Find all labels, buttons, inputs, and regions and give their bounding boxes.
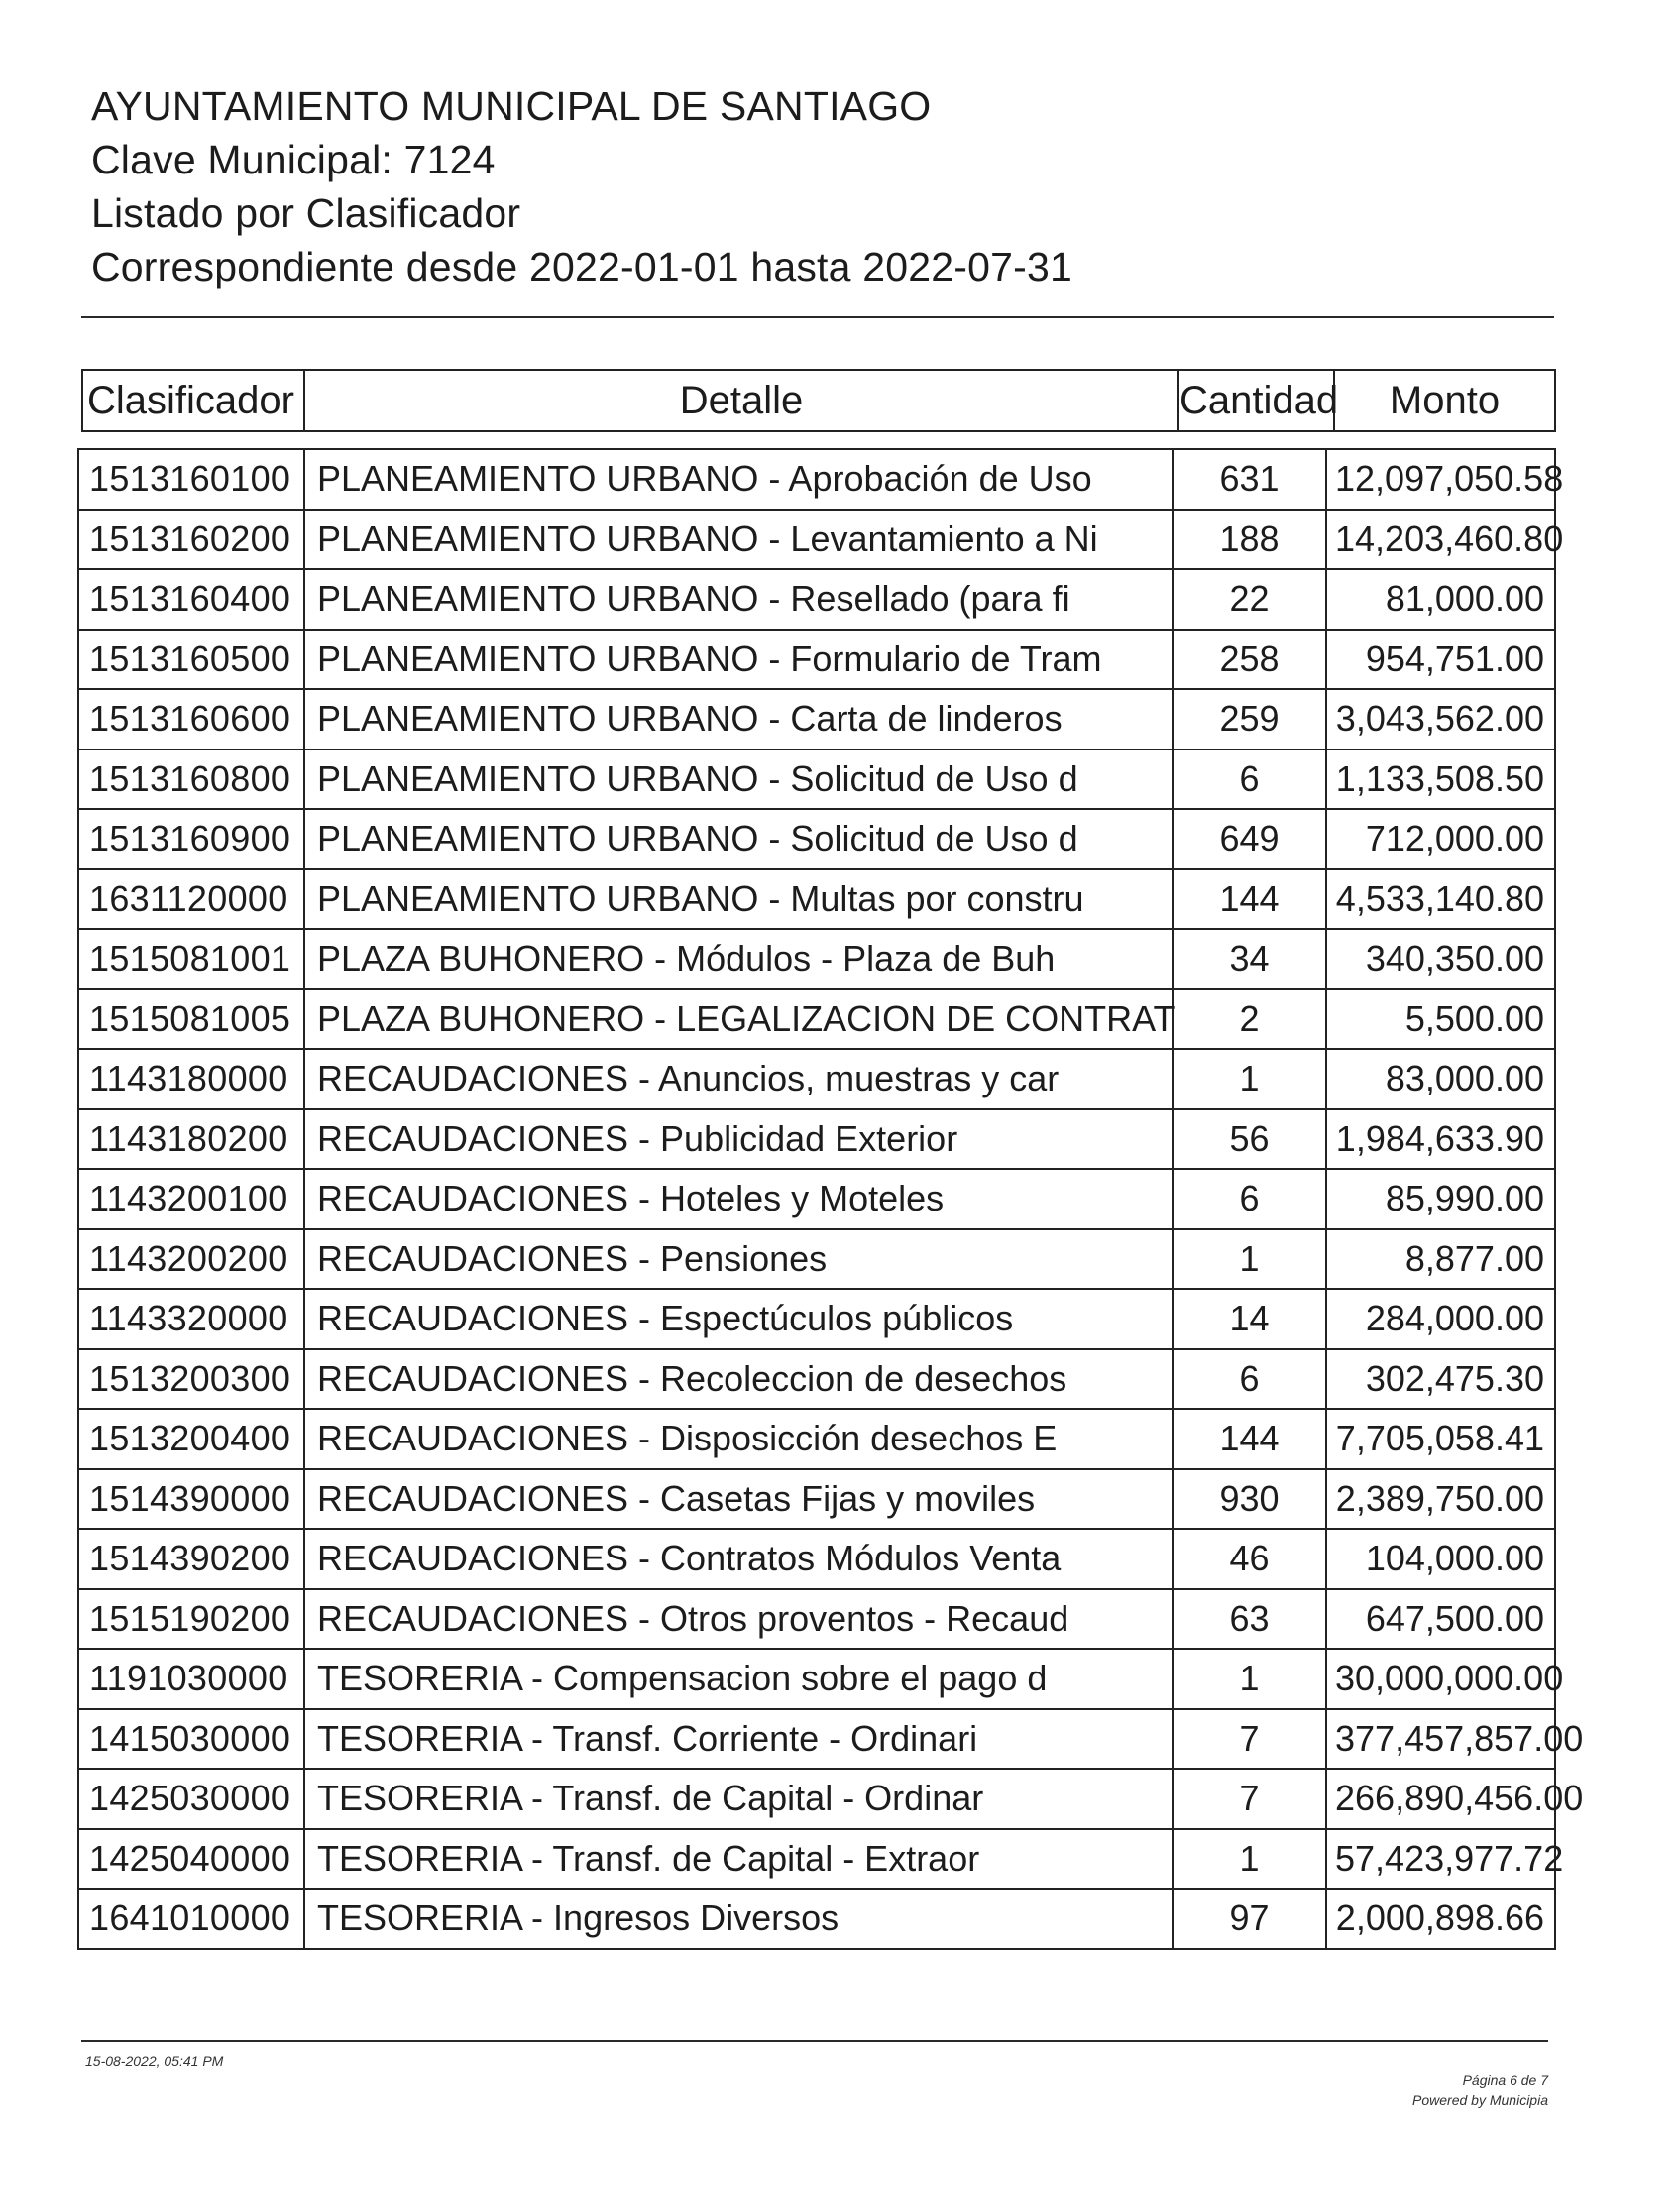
- row-detail: RECAUDACIONES - Otros proventos - Recaud: [304, 1589, 1173, 1650]
- row-quantity: 649: [1173, 809, 1326, 869]
- row-code: 1415030000: [78, 1709, 304, 1770]
- table-row: [78, 689, 1555, 750]
- table-row: [78, 1889, 1555, 1949]
- row-quantity: 14: [1173, 1289, 1326, 1349]
- row-code: 1425040000: [78, 1829, 304, 1890]
- row-detail: TESORERIA - Ingresos Diversos: [304, 1889, 1173, 1949]
- row-code: 1513200400: [78, 1409, 304, 1469]
- row-amount: 647,500.00: [1326, 1589, 1555, 1650]
- table-row: [78, 1589, 1555, 1650]
- row-code: 1513160900: [78, 809, 304, 869]
- row-amount: 7,705,058.41: [1326, 1409, 1555, 1469]
- row-quantity: 930: [1173, 1469, 1326, 1530]
- row-code: 1143200100: [78, 1169, 304, 1229]
- header-divider: [81, 316, 1554, 318]
- row-detail: TESORERIA - Compensacion sobre el pago d: [304, 1649, 1173, 1709]
- row-quantity: 144: [1173, 869, 1326, 930]
- row-quantity: 63: [1173, 1589, 1326, 1650]
- row-detail: RECAUDACIONES - Disposicción desechos E: [304, 1409, 1173, 1469]
- row-detail: PLANEAMIENTO URBANO - Solicitud de Uso d: [304, 750, 1173, 810]
- row-quantity: 1: [1173, 1829, 1326, 1890]
- row-detail: PLANEAMIENTO URBANO - Aprobación de Uso: [304, 449, 1173, 510]
- row-detail: RECAUDACIONES - Anuncios, muestras y car: [304, 1049, 1173, 1109]
- row-detail: RECAUDACIONES - Casetas Fijas y moviles: [304, 1469, 1173, 1530]
- row-amount: 81,000.00: [1326, 569, 1555, 630]
- row-detail: PLANEAMIENTO URBANO - Solicitud de Uso d: [304, 809, 1173, 869]
- row-amount: 3,043,562.00: [1326, 689, 1555, 750]
- row-quantity: 259: [1173, 689, 1326, 750]
- table-row: [78, 569, 1555, 630]
- row-quantity: 97: [1173, 1889, 1326, 1949]
- column-header-clasificador: Clasificador: [82, 370, 304, 431]
- row-detail: TESORERIA - Transf. Corriente - Ordinari: [304, 1709, 1173, 1770]
- table-row: [78, 1649, 1555, 1709]
- row-detail: RECAUDACIONES - Recoleccion de desechos: [304, 1349, 1173, 1410]
- row-code: 1515190200: [78, 1589, 304, 1650]
- row-quantity: 56: [1173, 1109, 1326, 1170]
- report-header: [91, 79, 1072, 293]
- row-amount: 340,350.00: [1326, 929, 1555, 989]
- row-amount: 377,457,857.00: [1326, 1709, 1555, 1770]
- table-row: [78, 1409, 1555, 1469]
- row-detail: TESORERIA - Transf. de Capital - Extraor: [304, 1829, 1173, 1890]
- row-detail: PLANEAMIENTO URBANO - Resellado (para fi: [304, 569, 1173, 630]
- page-number: Página 6 de 7: [1462, 2072, 1548, 2088]
- table-row: [78, 1289, 1555, 1349]
- print-timestamp: 15-08-2022, 05:41 PM: [85, 2053, 224, 2069]
- row-amount: 2,389,750.00: [1326, 1469, 1555, 1530]
- row-code: 1513160100: [78, 449, 304, 510]
- row-amount: 1,133,508.50: [1326, 750, 1555, 810]
- row-amount: 5,500.00: [1326, 989, 1555, 1050]
- row-quantity: 22: [1173, 569, 1326, 630]
- report-type: Listado por Clasificador: [91, 190, 521, 236]
- row-code: 1513160200: [78, 510, 304, 570]
- row-amount: 8,877.00: [1326, 1229, 1555, 1290]
- row-detail: PLAZA BUHONERO - LEGALIZACION DE CONTRAT: [304, 989, 1173, 1050]
- row-amount: 712,000.00: [1326, 809, 1555, 869]
- table-row: [78, 929, 1555, 989]
- row-code: 1191030000: [78, 1649, 304, 1709]
- row-code: 1513160800: [78, 750, 304, 810]
- row-detail: RECAUDACIONES - Contratos Módulos Venta: [304, 1529, 1173, 1589]
- row-quantity: 631: [1173, 449, 1326, 510]
- row-detail: RECAUDACIONES - Publicidad Exterior: [304, 1109, 1173, 1170]
- table-row: [78, 809, 1555, 869]
- row-code: 1513160600: [78, 689, 304, 750]
- table-row: [78, 1229, 1555, 1290]
- row-amount: 14,203,460.80: [1326, 510, 1555, 570]
- row-detail: PLANEAMIENTO URBANO - Formulario de Tram: [304, 630, 1173, 690]
- table-row: [78, 1709, 1555, 1770]
- row-code: 1515081005: [78, 989, 304, 1050]
- table-row: [78, 1349, 1555, 1410]
- row-code: 1425030000: [78, 1769, 304, 1829]
- row-detail: RECAUDACIONES - Hoteles y Moteles: [304, 1169, 1173, 1229]
- table-row: [78, 630, 1555, 690]
- municipal-code: Clave Municipal: 7124: [91, 137, 496, 182]
- row-code: 1515081001: [78, 929, 304, 989]
- column-header-cantidad: Cantidad: [1178, 370, 1334, 431]
- row-amount: 266,890,456.00: [1326, 1769, 1555, 1829]
- row-amount: 302,475.30: [1326, 1349, 1555, 1410]
- row-amount: 30,000,000.00: [1326, 1649, 1555, 1709]
- table-row: [78, 1469, 1555, 1530]
- table-row: [78, 869, 1555, 930]
- table-row: [78, 1769, 1555, 1829]
- table-row: [78, 1829, 1555, 1890]
- row-amount: 85,990.00: [1326, 1169, 1555, 1229]
- row-quantity: 144: [1173, 1409, 1326, 1469]
- row-amount: 4,533,140.80: [1326, 869, 1555, 930]
- row-detail: PLAZA BUHONERO - Módulos - Plaza de Buh: [304, 929, 1173, 989]
- row-detail: PLANEAMIENTO URBANO - Carta de linderos: [304, 689, 1173, 750]
- row-amount: 2,000,898.66: [1326, 1889, 1555, 1949]
- row-code: 1514390000: [78, 1469, 304, 1530]
- page-footer: [1388, 2070, 1548, 2110]
- table-row: [78, 1109, 1555, 1170]
- row-code: 1631120000: [78, 869, 304, 930]
- row-quantity: 1: [1173, 1049, 1326, 1109]
- column-header-detalle: Detalle: [304, 370, 1178, 431]
- row-code: 1143180200: [78, 1109, 304, 1170]
- row-quantity: 6: [1173, 1169, 1326, 1229]
- row-amount: 12,097,050.58: [1326, 449, 1555, 510]
- column-header-monto: Monto: [1334, 370, 1555, 431]
- table-row: [78, 750, 1555, 810]
- report-period: Correspondiente desde 2022-01-01 hasta 2022-07-31: [91, 244, 1072, 289]
- row-detail: PLANEAMIENTO URBANO - Multas por constru: [304, 869, 1173, 930]
- row-code: 1143320000: [78, 1289, 304, 1349]
- row-code: 1513200300: [78, 1349, 304, 1410]
- row-amount: 57,423,977.72: [1326, 1829, 1555, 1890]
- table-row: [78, 1049, 1555, 1109]
- row-detail: RECAUDACIONES - Pensiones: [304, 1229, 1173, 1290]
- row-amount: 104,000.00: [1326, 1529, 1555, 1589]
- report-title: AYUNTAMIENTO MUNICIPAL DE SANTIAGO: [91, 83, 932, 129]
- row-quantity: 34: [1173, 929, 1326, 989]
- row-detail: PLANEAMIENTO URBANO - Levantamiento a Ni: [304, 510, 1173, 570]
- row-code: 1143180000: [78, 1049, 304, 1109]
- table-row: [78, 989, 1555, 1050]
- row-quantity: 6: [1173, 750, 1326, 810]
- powered-by: Powered by Municipia: [1412, 2092, 1548, 2108]
- row-quantity: 1: [1173, 1229, 1326, 1290]
- row-detail: TESORERIA - Transf. de Capital - Ordinar: [304, 1769, 1173, 1829]
- row-amount: 284,000.00: [1326, 1289, 1555, 1349]
- row-amount: 1,984,633.90: [1326, 1109, 1555, 1170]
- table-row: [78, 449, 1555, 510]
- row-quantity: 1: [1173, 1649, 1326, 1709]
- row-code: 1514390200: [78, 1529, 304, 1589]
- row-amount: 83,000.00: [1326, 1049, 1555, 1109]
- row-quantity: 7: [1173, 1709, 1326, 1770]
- footer-divider: [81, 2040, 1548, 2042]
- row-quantity: 46: [1173, 1529, 1326, 1589]
- row-amount: 954,751.00: [1326, 630, 1555, 690]
- row-code: 1513160500: [78, 630, 304, 690]
- table-row: [78, 1169, 1555, 1229]
- row-quantity: 258: [1173, 630, 1326, 690]
- data-table: [77, 448, 1584, 1950]
- table-row: [78, 1529, 1555, 1589]
- row-quantity: 7: [1173, 1769, 1326, 1829]
- table-row: [78, 510, 1555, 570]
- row-detail: RECAUDACIONES - Espectúculos públicos: [304, 1289, 1173, 1349]
- table-header: [81, 369, 1556, 432]
- row-code: 1641010000: [78, 1889, 304, 1949]
- row-quantity: 2: [1173, 989, 1326, 1050]
- row-code: 1513160400: [78, 569, 304, 630]
- row-code: 1143200200: [78, 1229, 304, 1290]
- row-quantity: 188: [1173, 510, 1326, 570]
- row-quantity: 6: [1173, 1349, 1326, 1410]
